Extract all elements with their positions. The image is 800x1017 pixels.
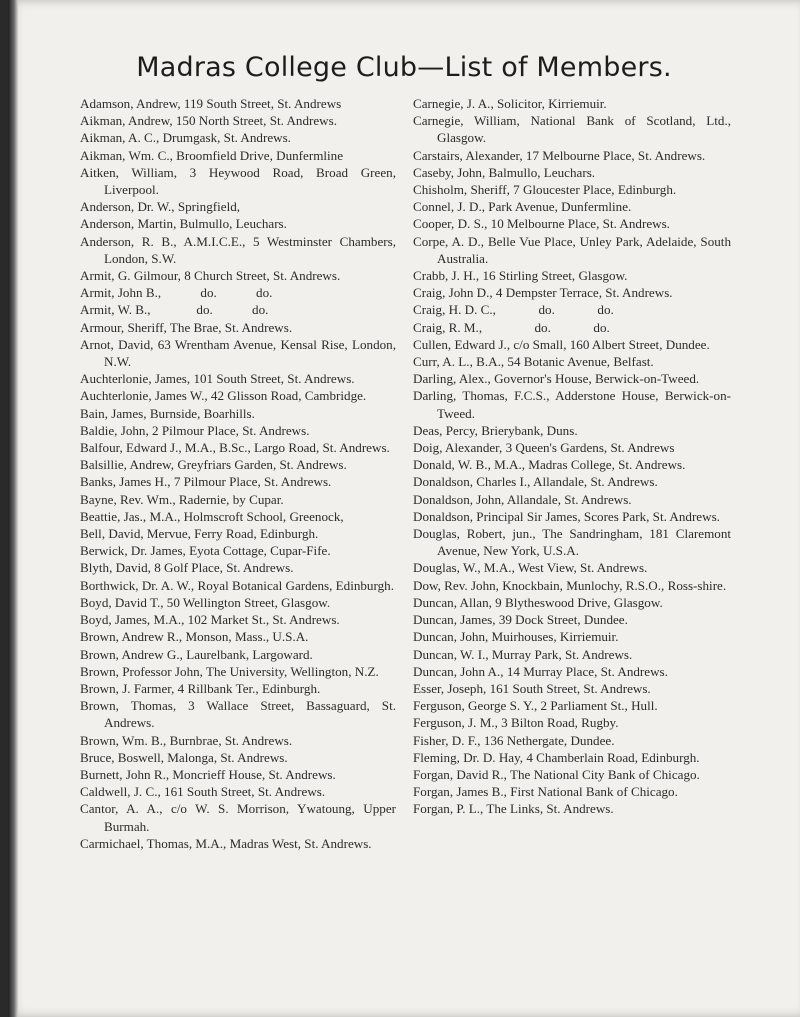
member-entry: Craig, H. D. C., do. do.	[413, 302, 614, 318]
member-entry: Ferguson, J. M., 3 Bilton Road, Rugby.	[413, 715, 619, 731]
member-entry: Baldie, John, 2 Pilmour Place, St. Andrews.	[80, 422, 310, 438]
member-entry: Forgan, David R., The National City Bank of Chicago.	[413, 766, 700, 782]
member-entry: Bruce, Boswell, Malonga, St. Andrews.	[80, 749, 288, 765]
member-entry: Anderson, R. B., A.M.I.C.E., 5 Westminster Chambers, London, S.W.	[80, 233, 400, 266]
member-entry: Auchterlonie, James W., 42 Glisson Road, Cambridge.	[80, 388, 367, 404]
member-entry: Deas, Percy, Brierybank, Duns.	[413, 422, 578, 438]
member-entry: Balsillie, Andrew, Greyfriars Garden, St. Andrews.	[80, 457, 347, 473]
member-entry: Boyd, David T., 50 Wellington Street, Glasgow.	[80, 594, 331, 610]
member-entry: Duncan, James, 39 Dock Street, Dundee.	[413, 612, 628, 628]
member-entry: Doig, Alexander, 3 Queen's Gardens, St. Andrews	[413, 440, 675, 456]
member-entry: Fisher, D. F., 136 Nethergate, Dundee.	[413, 732, 615, 748]
member-entry: Caldwell, J. C., 161 South Street, St. Andrews.	[80, 784, 326, 800]
member-entry: Aikman, A. C., Drumgask, St. Andrews.	[80, 130, 291, 146]
member-entry: Duncan, Allan, 9 Blytheswood Drive, Glasgow.	[413, 594, 663, 610]
member-entry: Ferguson, George S. Y., 2 Parliament St., Hull.	[413, 698, 658, 714]
member-entry: Banks, James H., 7 Pilmour Place, St. Andrews.	[80, 474, 332, 490]
member-entry: Carnegie, William, National Bank of Scotland, Ltd., Glasgow.	[413, 113, 735, 146]
member-entry: Brown, Thomas, 3 Wallace Street, Bassaguard, St. Andrews.	[80, 698, 399, 731]
member-entry: Brown, Andrew G., Laurelbank, Largoward.	[80, 646, 313, 662]
member-entry: Caseby, John, Balmullo, Leuchars.	[413, 164, 596, 180]
member-entry: Anderson, Martin, Bulmullo, Leuchars.	[80, 216, 287, 232]
member-entry: Bain, James, Burnside, Boarhills.	[80, 405, 255, 421]
member-entry: Borthwick, Dr. A. W., Royal Botanical Gardens, Edinburgh.	[80, 577, 394, 593]
member-entry: Armour, Sheriff, The Brae, St. Andrews.	[80, 319, 293, 335]
member-entry: Corpe, A. D., Belle Vue Place, Unley Park, Adelaide, South Australia.	[413, 233, 734, 266]
member-entry: Armit, John B., do. do.	[80, 285, 273, 301]
member-entry: Crabb, J. H., 16 Stirling Street, Glasgow.	[413, 268, 628, 284]
member-entry: Armit, G. Gilmour, 8 Church Street, St. Andrews.	[80, 268, 341, 284]
member-entry: Brown, J. Farmer, 4 Rillbank Ter., Edinburgh.	[80, 680, 321, 696]
page-title: Madras College Club—List of Members.	[136, 52, 672, 83]
member-entry: Adamson, Andrew, 119 South Street, St. Andrews	[80, 96, 342, 111]
member-entry: Anderson, Dr. W., Springfield,	[80, 199, 241, 215]
member-list-right-column	[413, 95, 735, 818]
member-entry: Beattie, Jas., M.A., Holmscroft School, Greenock,	[80, 508, 344, 524]
member-entry: Aikman, Andrew, 150 North Street, St. Andrews.	[80, 113, 337, 129]
binding-spine	[8, 0, 18, 1017]
member-entry: Bayne, Rev. Wm., Radernie, by Cupar.	[80, 491, 284, 507]
member-entry: Brown, Professor John, The University, Wellington, N.Z.	[80, 663, 379, 679]
member-entry: Cooper, D. S., 10 Melbourne Place, St. Andrews.	[413, 216, 670, 232]
member-entry: Darling, Alex., Governor's House, Berwick-on-Tweed.	[413, 371, 700, 387]
member-entry: Cullen, Edward J., c/o Small, 160 Albert Street, Dundee.	[413, 336, 710, 352]
member-entry: Darling, Thomas, F.C.S., Adderstone House, Berwick-on-Tweed.	[413, 388, 731, 421]
member-entry: Carstairs, Alexander, 17 Melbourne Place, St. Andrews.	[413, 147, 706, 163]
member-entry: Douglas, Robert, jun., The Sandringham, 181 Claremont Avenue, New York, U.S.A.	[413, 526, 734, 559]
member-entry: Arnot, David, 63 Wrentham Avenue, Kensal Rise, London, N.W.	[80, 336, 400, 370]
member-entry: Curr, A. L., B.A., 54 Botanic Avenue, Belfast.	[413, 354, 654, 370]
member-entry: Duncan, John A., 14 Murray Place, St. Andrews.	[413, 663, 668, 679]
member-entry: Dow, Rev. John, Knockbain, Munlochy, R.S.O., Ross-shire.	[413, 577, 727, 593]
member-entry: Aitken, William, 3 Heywood Road, Broad Green, Liverpool.	[80, 164, 400, 198]
member-entry: Craig, John D., 4 Dempster Terrace, St. Andrews.	[413, 285, 673, 301]
member-entry: Cantor, A. A., c/o W. S. Morrison, Ywatoung, Upper Burmah.	[80, 801, 400, 834]
member-entry: Chisholm, Sheriff, 7 Gloucester Place, Edinburgh.	[413, 182, 677, 198]
member-entry: Forgan, P. L., The Links, St. Andrews.	[413, 801, 614, 817]
member-entry: Balfour, Edward J., M.A., B.Sc., Largo Road, St. Andrews.	[80, 440, 390, 456]
member-entry: Douglas, W., M.A., West View, St. Andrews.	[413, 560, 648, 576]
member-entry: Donaldson, Principal Sir James, Scores Park, St. Andrews.	[413, 508, 720, 524]
member-entry: Auchterlonie, James, 101 South Street, St. Andrews.	[80, 371, 355, 387]
member-entry: Brown, Wm. B., Burnbrae, St. Andrews.	[80, 732, 293, 748]
member-entry: Forgan, James B., First National Bank of Chicago.	[413, 784, 678, 800]
member-entry: Armit, W. B., do. do.	[80, 302, 269, 318]
member-entry: Duncan, W. I., Murray Park, St. Andrews.	[413, 646, 633, 662]
member-entry: Donaldson, Charles I., Allandale, St. Andrews.	[413, 474, 658, 490]
document-page	[8, 0, 800, 1017]
member-entry: Donald, W. B., M.A., Madras College, St. Andrews.	[413, 457, 686, 473]
member-entry: Blyth, David, 8 Golf Place, St. Andrews.	[80, 560, 294, 576]
member-list-left-column	[80, 95, 400, 852]
member-entry: Boyd, James, M.A., 102 Market St., St. Andrews.	[80, 612, 340, 628]
member-entry: Bell, David, Mervue, Ferry Road, Edinburgh.	[80, 526, 319, 542]
member-entry: Fleming, Dr. D. Hay, 4 Chamberlain Road, Edinburgh.	[413, 749, 700, 765]
member-entry: Aikman, Wm. C., Broomfield Drive, Dunfermline	[80, 147, 344, 163]
member-entry: Brown, Andrew R., Monson, Mass., U.S.A.	[80, 629, 309, 645]
member-entry: Esser, Joseph, 161 South Street, St. Andrews.	[413, 680, 651, 696]
member-entry: Duncan, John, Muirhouses, Kirriemuir.	[413, 629, 619, 645]
member-entry: Donaldson, John, Allandale, St. Andrews.	[413, 491, 632, 507]
member-entry: Carnegie, J. A., Solicitor, Kirriemuir.	[413, 96, 607, 111]
member-entry: Craig, R. M., do. do.	[413, 319, 610, 335]
member-entry: Berwick, Dr. James, Eyota Cottage, Cupar-Fife.	[80, 543, 331, 559]
member-entry: Carmichael, Thomas, M.A., Madras West, St. Andrews.	[80, 835, 372, 851]
member-entry: Connel, J. D., Park Avenue, Dunfermline.	[413, 199, 632, 215]
member-entry: Burnett, John R., Moncrieff House, St. Andrews.	[80, 766, 336, 782]
